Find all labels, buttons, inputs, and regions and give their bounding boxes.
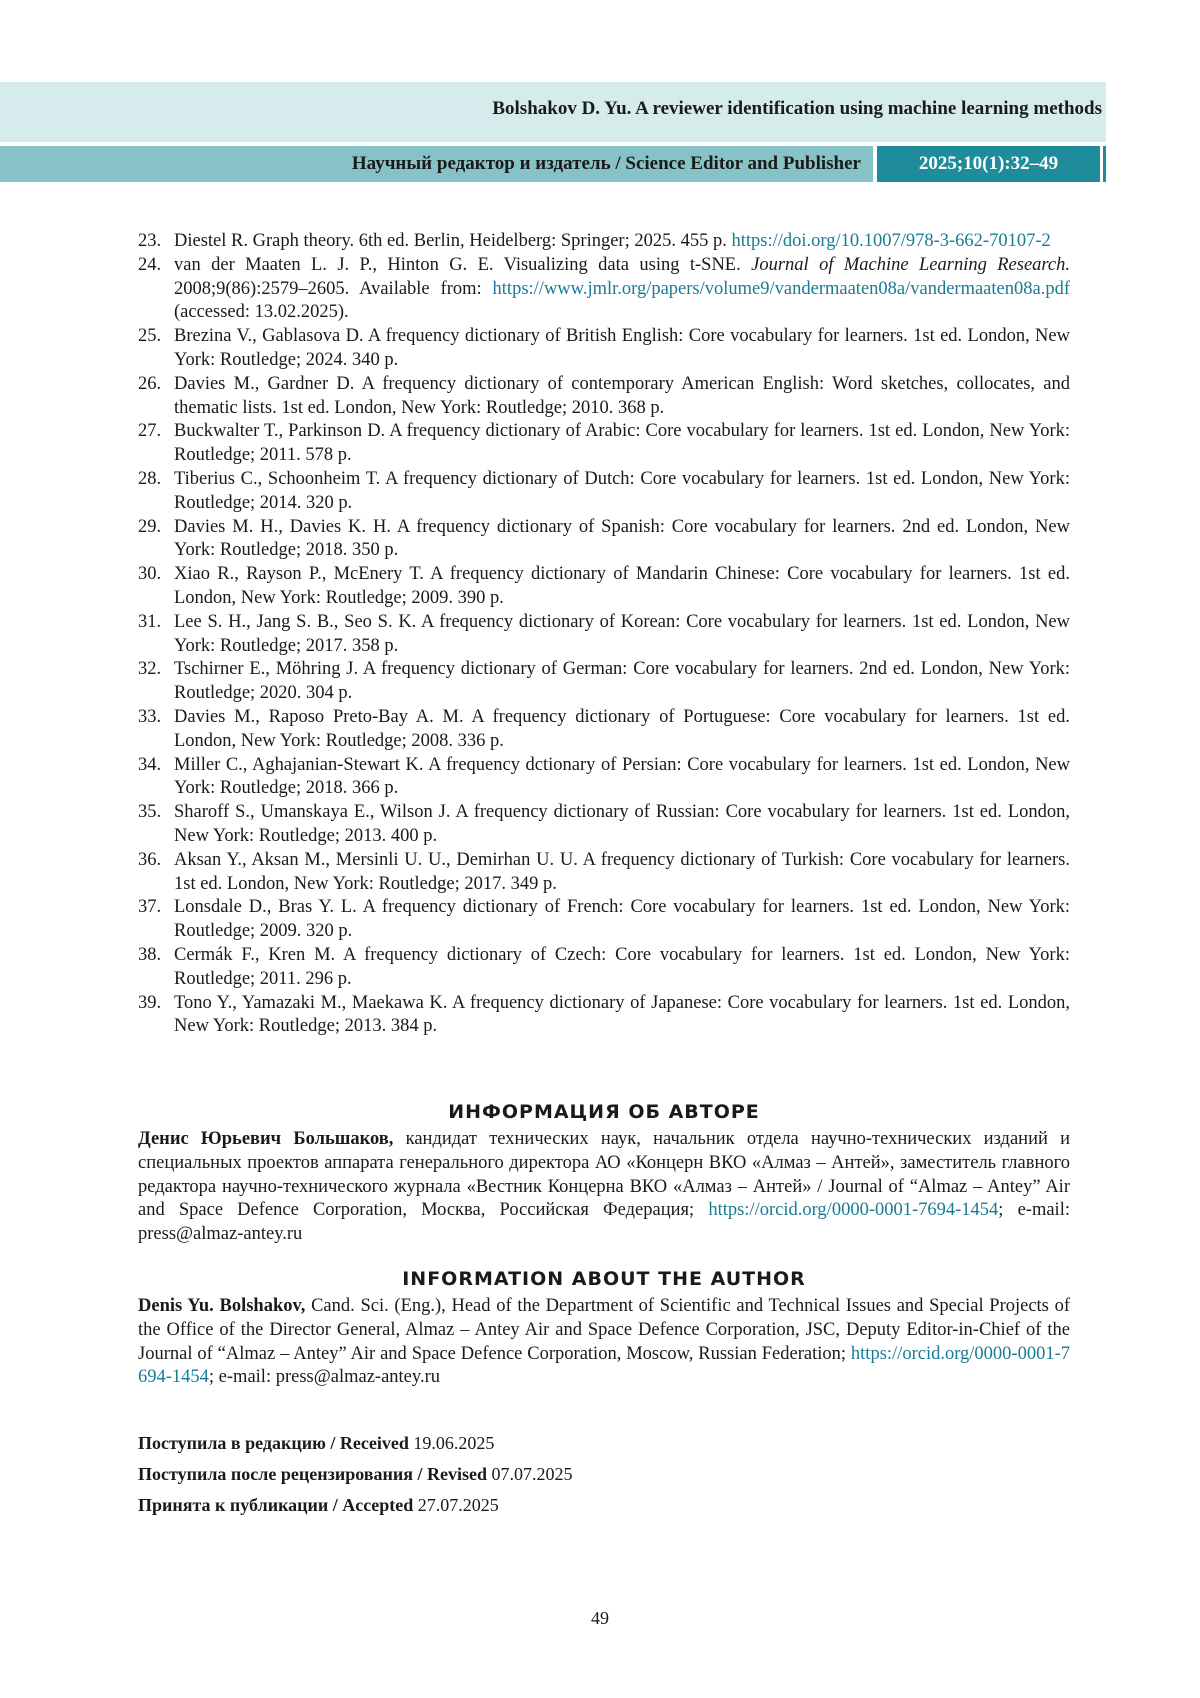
reference-item <box>138 896 1070 944</box>
reference-text: Davies M., Raposo Preto-Bay A. M. A frequency dictionary of Portuguese: Core vocabulary for learners. 1st ed. London, New York: Routledge; 2008. 336 p. <box>174 706 1070 754</box>
reference-number: 34. <box>138 754 174 802</box>
reference-number: 35. <box>138 801 174 849</box>
reference-text: Buckwalter T., Parkinson D. A frequency dictionary of Arabic: Core vocabulary for learners. 1st ed. London, New York: Routledge; 2011. 578 p. <box>174 420 1070 468</box>
reference-number: 38. <box>138 944 174 992</box>
reference-text: van der Maaten L. J. P., Hinton G. E. Visualizing data using t-SNE. Journal of Machine Learning Research. 2008;9(86):2579–2605. Available from: https://www.jmlr.org/papers/volume9/vandermaaten08a/vandermaaten08a.pdf (accessed: 13.02.2025). <box>174 254 1070 325</box>
reference-text: Lee S. H., Jang S. B., Seo S. K. A frequency dictionary of Korean: Core vocabulary for learners. 1st ed. London, New York: Routledge; 2017. 358 p. <box>174 611 1070 659</box>
author-info-heading-en: INFORMATION ABOUT THE AUTHOR <box>138 1268 1070 1290</box>
author-email-ru: ; e-mail: press@almaz-antey.ru <box>138 1200 1070 1244</box>
reference-number: 28. <box>138 468 174 516</box>
reference-text: Davies M., Gardner D. A frequency dictionary of contemporary American English: Word sketches, collocates, and thematic lists. 1st ed. London, New York: Routledge; 2010. 368 p. <box>174 373 1070 421</box>
reference-text: Cermák F., Kren M. A frequency dictionary of Czech: Core vocabulary for learners. 1st ed. London, New York: Routledge; 2011. 296 p. <box>174 944 1070 992</box>
reference-item <box>138 563 1070 611</box>
reference-text: Brezina V., Gablasova D. A frequency dictionary of British English: Core vocabulary for learners. 1st ed. London, New York: Routledge; 2024. 340 p. <box>174 325 1070 373</box>
date-revised: Поступила после рецензирования / Revised 07.07.2025 <box>138 1459 572 1490</box>
reference-number: 37. <box>138 896 174 944</box>
reference-number: 30. <box>138 563 174 611</box>
author-name-ru: Денис Юрьевич Большаков, <box>138 1129 393 1149</box>
author-bio-en: Cand. Sci. (Eng.), Head of the Department of Scientific and Technical Issues and Special Projects of the Office of the Director General, Almaz – Antey Air and Space Defence Corporation, JSC, Deputy Editor-in-Chief of the Journal of “Almaz – Antey” Air and Space Defence Corporation, Moscow, Russian Federation; <box>138 1296 1070 1364</box>
article-dates <box>138 1428 572 1521</box>
author-bio-ru: кандидат технических наук, начальник отдела научно-технических изданий и специальных проектов аппарата генерального директора АО «Концерн ВКО «Алмаз – Антей», заместитель главного редактора научно-технического журнала «Вестник Концерна ВКО «Алмаз – Антей» / Journal of “Almaz – Antey” Air and Space Defence Corporation, Москва, Российская Федерация; <box>138 1129 1070 1220</box>
reference-item <box>138 420 1070 468</box>
issue-citation: 2025;10(1):32–49 <box>877 153 1100 175</box>
reference-text: Aksan Y., Aksan M., Mersinli U. U., Demirhan U. U. A frequency dictionary of Turkish: Core vocabulary for learners. 1st ed. London, New York: Routledge; 2017. 349 p. <box>174 849 1070 897</box>
reference-text: Diestel R. Graph theory. 6th ed. Berlin, Heidelberg: Springer; 2025. 455 p. https://doi.org/10.1007/978-3-662-70107-2 <box>174 230 1070 254</box>
reference-item <box>138 754 1070 802</box>
journal-title: Journal of Machine Learning Research. <box>751 255 1070 275</box>
reference-item <box>138 658 1070 706</box>
author-name-en: Denis Yu. Bolshakov, <box>138 1296 305 1316</box>
issue-band <box>877 146 1100 182</box>
reference-item <box>138 468 1070 516</box>
reference-item <box>138 801 1070 849</box>
reference-item <box>138 516 1070 564</box>
reference-item <box>138 230 1070 254</box>
page-number: 49 <box>0 1608 1200 1629</box>
reference-number: 31. <box>138 611 174 659</box>
reference-text: Miller C., Aghajanian-Stewart K. A frequency dctionary of Persian: Core vocabulary for learners. 1st ed. London, New York: Routledge; 2018. 366 p. <box>174 754 1070 802</box>
reference-text: Tono Y., Yamazaki M., Maekawa K. A frequency dictionary of Japanese: Core vocabulary for learners. 1st ed. London, New York: Routledge; 2013. 384 p. <box>174 992 1070 1040</box>
reference-item <box>138 706 1070 754</box>
reference-number: 39. <box>138 992 174 1040</box>
reference-item <box>138 611 1070 659</box>
reference-text: Xiao R., Rayson P., McEnery T. A frequency dictionary of Mandarin Chinese: Core vocabulary for learners. 1st ed. London, New York: Routledge; 2009. 390 p. <box>174 563 1070 611</box>
reference-item <box>138 325 1070 373</box>
reference-item <box>138 849 1070 897</box>
reference-number: 29. <box>138 516 174 564</box>
reference-link[interactable]: https://www.jmlr.org/papers/volume9/vandermaaten08a/vandermaaten08a.pdf <box>493 279 1070 299</box>
reference-item <box>138 992 1070 1040</box>
reference-number: 23. <box>138 230 174 254</box>
reference-number: 27. <box>138 420 174 468</box>
author-info-heading-ru: ИНФОРМАЦИЯ ОБ АВТОРЕ <box>138 1101 1070 1123</box>
author-info-en <box>138 1295 1070 1390</box>
reference-number: 26. <box>138 373 174 421</box>
reference-text: Sharoff S., Umanskaya E., Wilson J. A frequency dictionary of Russian: Core vocabulary for learners. 1st ed. London, New York: Routledge; 2013. 400 p. <box>174 801 1070 849</box>
reference-item <box>138 254 1070 325</box>
issue-band-edge <box>1103 146 1106 182</box>
reference-text: Tiberius C., Schoonheim T. A frequency dictionary of Dutch: Core vocabulary for learners. 1st ed. London, New York: Routledge; 2014. 320 p. <box>174 468 1070 516</box>
reference-number: 25. <box>138 325 174 373</box>
reference-link[interactable]: https://doi.org/10.1007/978-3-662-70107-2 <box>731 231 1050 251</box>
journal-name: Научный редактор и издатель / Science Editor and Publisher <box>352 153 861 175</box>
running-header-title-bar <box>0 82 1106 142</box>
orcid-link-ru[interactable]: https://orcid.org/0000-0001-7694-1454 <box>708 1200 998 1220</box>
reference-text: Lonsdale D., Bras Y. L. A frequency dictionary of French: Core vocabulary for learners. 1st ed. London, New York: Routledge; 2009. 320 p. <box>174 896 1070 944</box>
orcid-link-en[interactable]: https://orcid.org/0000-0001-7694-1454 <box>138 1344 1070 1388</box>
running-header-journal-bar <box>0 146 1106 182</box>
author-info-ru <box>138 1128 1070 1247</box>
journal-band <box>0 146 873 182</box>
reference-list <box>138 230 1070 1039</box>
reference-number: 36. <box>138 849 174 897</box>
article-title: Bolshakov D. Yu. A reviewer identification using machine learning methods <box>492 98 1102 120</box>
reference-text: Davies M. H., Davies K. H. A frequency dictionary of Spanish: Core vocabulary for learners. 2nd ed. London, New York: Routledge; 2018. 350 p. <box>174 516 1070 564</box>
reference-number: 24. <box>138 254 174 325</box>
reference-number: 32. <box>138 658 174 706</box>
author-email-en: ; e-mail: press@almaz-antey.ru <box>209 1367 440 1387</box>
reference-item <box>138 944 1070 992</box>
reference-item <box>138 373 1070 421</box>
date-accepted: Принята к публикации / Accepted 27.07.2025 <box>138 1490 572 1521</box>
date-received: Поступила в редакцию / Received 19.06.2025 <box>138 1428 572 1459</box>
reference-number: 33. <box>138 706 174 754</box>
reference-text: Tschirner E., Möhring J. A frequency dictionary of German: Core vocabulary for learners. 2nd ed. London, New York: Routledge; 2020. 304 p. <box>174 658 1070 706</box>
